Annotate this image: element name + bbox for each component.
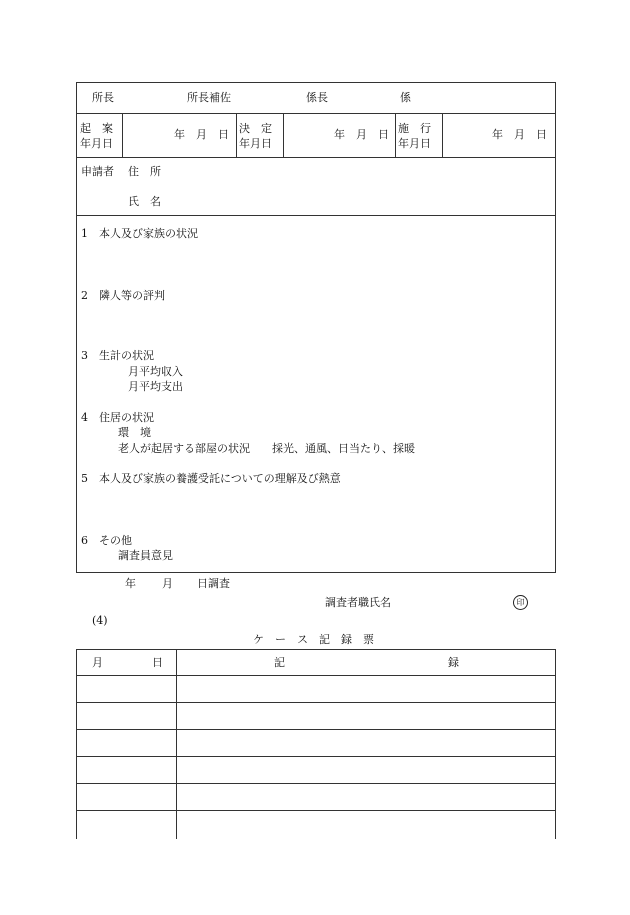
survey-year-label: 年 bbox=[125, 577, 136, 590]
case-record-record-header-ki: 記 bbox=[274, 656, 285, 669]
case-record-number: (4) bbox=[92, 614, 108, 627]
case-record-month-header: 月 bbox=[92, 656, 103, 669]
section-other: 6 その他 bbox=[81, 534, 132, 547]
section-livelihood-income: 月平均収入 bbox=[128, 365, 183, 378]
dates-divider bbox=[442, 113, 443, 157]
approval-assistant-chief-label: 所長補佐 bbox=[187, 91, 231, 104]
section-livelihood-expense: 月平均支出 bbox=[128, 380, 183, 393]
approval-chief-label: 所長 bbox=[92, 91, 114, 104]
dates-row-divider bbox=[76, 157, 556, 158]
approval-row-divider bbox=[76, 113, 556, 114]
case-record-record-header-roku: 録 bbox=[448, 656, 459, 669]
enforced-date-value: 年 月 日 bbox=[492, 128, 547, 141]
applicant-name-label: 氏 名 bbox=[128, 195, 161, 208]
seal-mark: 印 bbox=[513, 595, 528, 610]
section-investigator-opinion: 調査員意見 bbox=[118, 549, 173, 562]
decided-date-label: 決 定 年月日 bbox=[239, 122, 272, 150]
case-record-row-line bbox=[76, 783, 556, 784]
case-record-row-line bbox=[76, 729, 556, 730]
section-housing-room: 老人が起居する部屋の状況 採光、通風、日当たり、採暖 bbox=[118, 442, 415, 455]
drafted-date-value: 年 月 日 bbox=[174, 128, 229, 141]
section-neighbor-reputation: 2 隣人等の評判 bbox=[81, 289, 165, 302]
case-record-row-line bbox=[76, 675, 556, 676]
decided-date-value: 年 月 日 bbox=[334, 128, 389, 141]
case-record-day-header: 日 bbox=[152, 656, 163, 669]
applicant-address-label: 住 所 bbox=[128, 165, 161, 178]
section-livelihood: 3 生計の状況 bbox=[81, 349, 154, 362]
section-housing-environment: 環 境 bbox=[118, 426, 151, 439]
dates-divider bbox=[236, 113, 237, 157]
applicant-label: 申請者 bbox=[81, 165, 114, 178]
section-family-status: 1 本人及び家族の状況 bbox=[81, 227, 198, 240]
dates-divider bbox=[395, 113, 396, 157]
section-housing: 4 住居の状況 bbox=[81, 411, 154, 424]
applicant-row-divider bbox=[76, 215, 556, 216]
survey-form-frame bbox=[76, 82, 556, 573]
case-record-title: ケ ー ス 記 録 票 bbox=[253, 633, 374, 646]
case-record-row-line bbox=[76, 756, 556, 757]
case-record-row-line bbox=[76, 702, 556, 703]
enforced-date-label: 施 行 年月日 bbox=[398, 122, 431, 150]
dates-divider bbox=[283, 113, 284, 157]
dates-divider bbox=[122, 113, 123, 157]
approval-section-head-label: 係長 bbox=[306, 91, 328, 104]
survey-day-label: 日調査 bbox=[197, 577, 230, 590]
survey-month-label: 月 bbox=[162, 577, 173, 590]
drafted-date-label: 起 案 年月日 bbox=[80, 122, 113, 150]
case-record-row-line bbox=[76, 810, 556, 811]
section-understanding-enthusiasm: 5 本人及び家族の養護受託についての理解及び熱意 bbox=[81, 472, 341, 485]
approval-staff-label: 係 bbox=[400, 91, 411, 104]
investigator-name-label: 調査者職氏名 bbox=[325, 596, 391, 609]
